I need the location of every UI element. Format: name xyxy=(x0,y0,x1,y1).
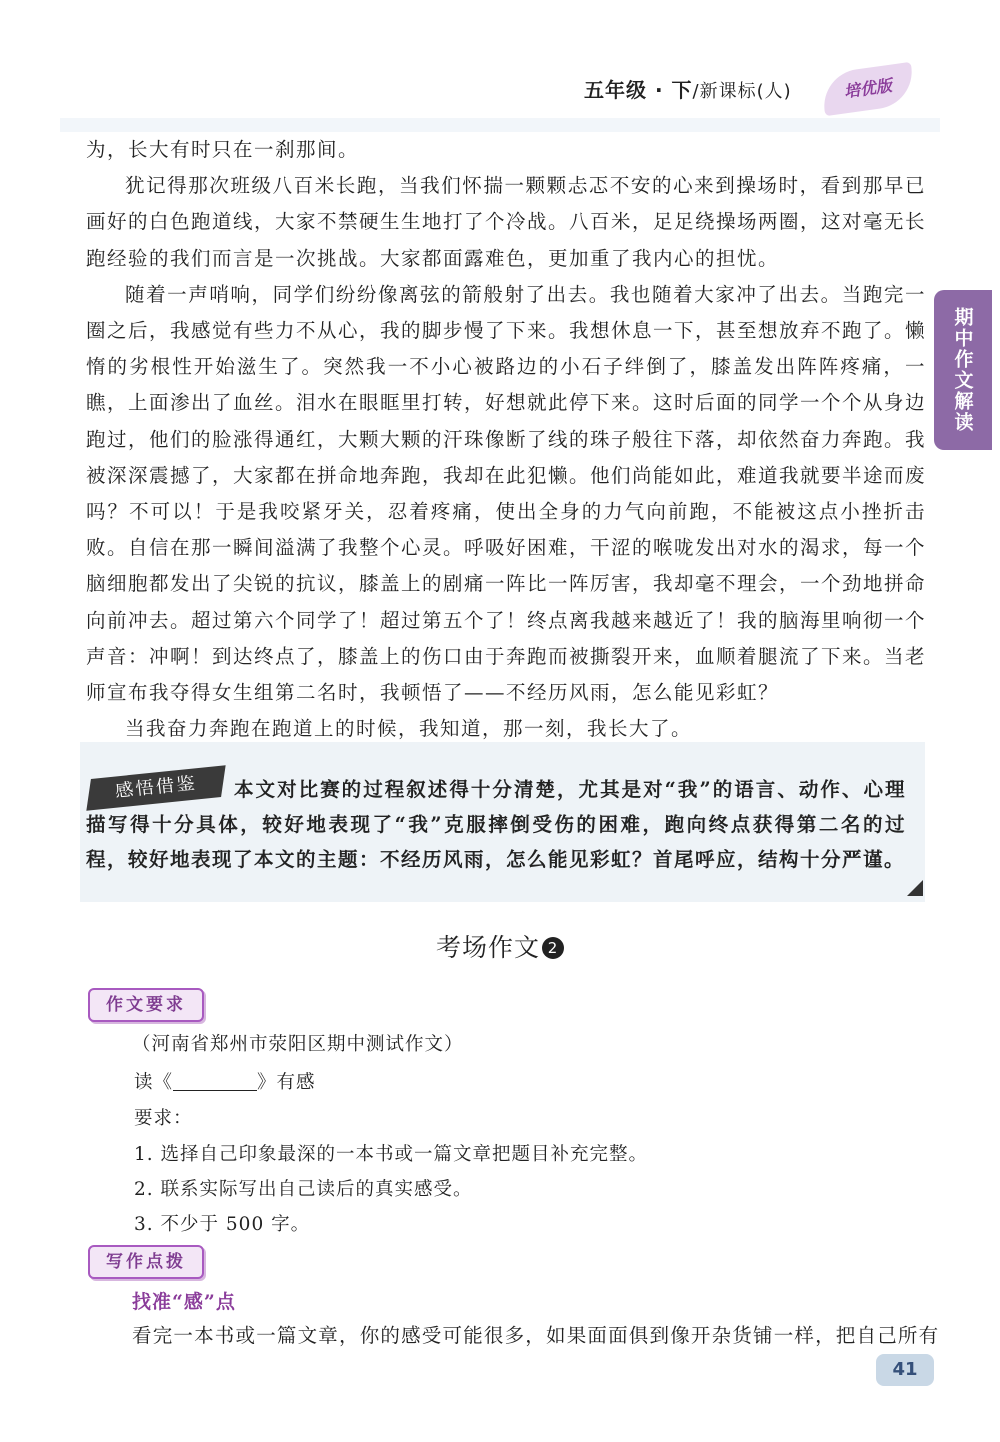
corner-mark xyxy=(907,880,923,896)
prompt-title xyxy=(134,1068,316,1094)
section-title-text: 考场作文 xyxy=(435,933,540,962)
prompt-suffix: 》有感 xyxy=(257,1072,316,1093)
essay-paragraph: 当我奋力奔跑在跑道上的时候，我知道，那一刻，我长大了。 xyxy=(125,717,693,741)
prompt-blank xyxy=(173,1072,257,1092)
prompt-source: （河南省郑州市荥阳区期中测试作文） xyxy=(132,1034,464,1055)
essay-paragraph: 犹记得那次班级八百米长跑，当我们怀揣一颗颗忐忑不安的心来到操场时，看到那早已画好的白色跑道线，大家不禁硬生生地打了个冷战。八百米，足足绕操场两圈，这对毫无长跑经验的我们而言是一次挑战。大家都面露难色，更加重了我内心的担忧。 xyxy=(86,174,927,270)
tips-text: 看完一本书或一篇文章，你的感受可能很多，如果面面俱到像开杂货铺一样，把自己所有 xyxy=(132,1324,940,1347)
requirements-label: 作文要求 xyxy=(88,988,204,1022)
requirement-item: 1. 选择自己印象最深的一本书或一篇文章把题目补充完整。 xyxy=(134,1144,649,1165)
prompt-prefix: 读《 xyxy=(134,1072,174,1093)
tips-label: 写作点拨 xyxy=(88,1245,204,1279)
essay-paragraph: 为，长大有时只在一刹那间。 xyxy=(86,138,360,161)
tips-subheading: 找准“感”点 xyxy=(132,1291,236,1313)
header-grade xyxy=(584,74,792,103)
page-header xyxy=(560,68,940,112)
comment-tag-label: 感悟借鉴 xyxy=(113,773,198,802)
edition-badge: 培优版 xyxy=(820,62,917,116)
essay-body xyxy=(86,132,926,747)
side-tab-label: 期中作文解读 xyxy=(951,307,974,433)
header-edition: /新课标(人) xyxy=(692,81,792,102)
essay-paragraph: 随着一声哨响，同学们纷纷像离弦的箭般射了出去。我也随着大家冲了出去。当跑完一圈之后，我感觉有些力不从心，我的脚步慢了下来。我想休息一下，甚至想放弃不跑了。懒惰的劣根性开始滋生了。突然我一不小心被路边的小石子绊倒了，膝盖发出阵阵疼痛，一瞧，上面渗出了血丝。泪水在眼眶里打转，好想就此停下来。这时后面的同学一个个从身边跑过，他们的脸涨得通红，大颗大颗的汗珠像断了线的珠子般往下落，却依然奋力奔跑。我被深深震撼了，大家都在拼命地奔跑，我却在此犯懒。他们尚能如此，难道我就要半途而废吗？不可以！于是我咬紧牙关，忍着疼痛，使出全身的力气向前跑，不能被这点小挫折击败。自信在那一瞬间溢满了我整个心灵。呼吸好困难，干涩的喉咙发出对水的渴求，每一个脑细胞都发出了尖锐的抗议，膝盖上的剧痛一阵比一阵厉害，我却毫不理会，一个劲地拼命向前冲去。超过第六个同学了！超过第五个了！终点离我越来越近了！我的脑海里响彻一个声音：冲啊！到达终点了，膝盖上的伤口由于奔跑而被撕裂开来，血顺着腿流了下来。当老师宣布我夺得女生组第二名时，我顿悟了——不经历风雨，怎么能见彩虹？ xyxy=(86,282,927,705)
section-title xyxy=(0,928,1000,964)
header-grade-label: 五年级 · 下 xyxy=(584,78,693,102)
page-number: 41 xyxy=(876,1354,934,1386)
side-tab xyxy=(934,290,992,450)
requirement-item: 2. 联系实际写出自己读后的真实感受。 xyxy=(134,1179,473,1200)
header-band xyxy=(60,118,940,132)
requirements-heading: 要求： xyxy=(134,1108,193,1129)
requirement-item: 3. 不少于 500 字。 xyxy=(134,1214,311,1235)
comment-body: 本文对比赛的过程叙述得十分清楚，尤其是对“我”的语言、动作、心理描写得十分具体，较好地表现了“我”克服摔倒受伤的困难，跑向终点获得第二名的过程，较好地表现了本文的主题：不经历风雨，怎么能见彩虹？首尾呼应，结构十分严谨。 xyxy=(86,778,906,871)
section-number: 2 xyxy=(542,937,564,959)
comment-box xyxy=(80,742,925,902)
